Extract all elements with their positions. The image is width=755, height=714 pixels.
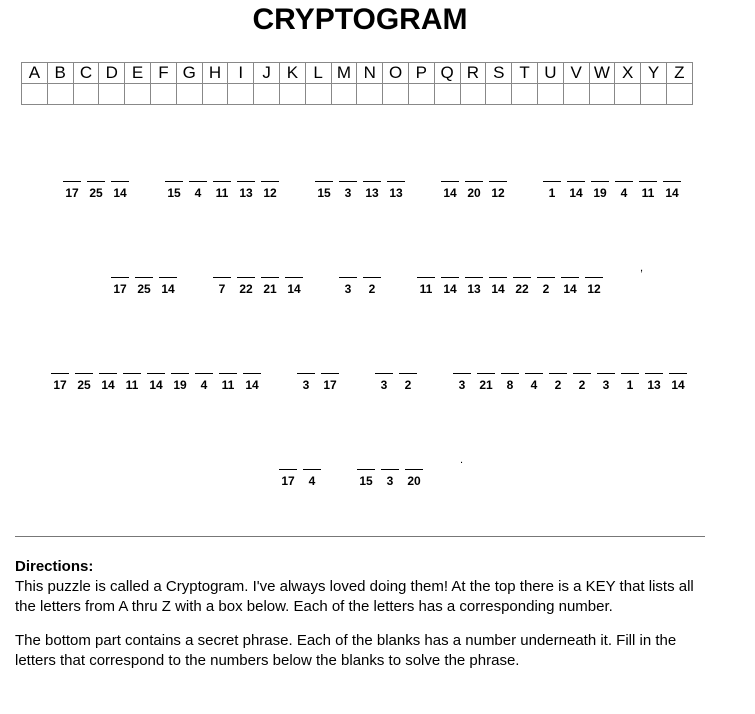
key-answer-cell-w[interactable]	[589, 84, 615, 105]
key-answer-cell-g[interactable]	[176, 84, 202, 105]
letter-slot	[294, 373, 318, 392]
letter-blank[interactable]	[243, 373, 261, 374]
key-letter-u: U	[537, 63, 563, 84]
letter-slot	[132, 277, 156, 296]
cipher-number: 14	[443, 282, 457, 296]
cipher-number: 4	[620, 186, 628, 200]
key-answer-cell-j[interactable]	[254, 84, 280, 105]
letter-slot	[210, 277, 234, 296]
cipher-number: 13	[239, 186, 253, 200]
cipher-number: 3	[344, 186, 352, 200]
cipher-number: 15	[167, 186, 181, 200]
key-answer-row	[22, 84, 693, 105]
phrase-line	[108, 262, 646, 296]
phrase-word	[276, 469, 324, 488]
key-answer-cell-n[interactable]	[357, 84, 383, 105]
letter-slot	[258, 181, 282, 200]
phrase-word	[312, 181, 408, 200]
cipher-number: 15	[317, 186, 331, 200]
cipher-number: 17	[281, 474, 295, 488]
key-answer-cell-e[interactable]	[125, 84, 151, 105]
letter-slot	[258, 277, 282, 296]
key-letter-y: Y	[641, 63, 667, 84]
cipher-number: 7	[218, 282, 226, 296]
cipher-number: 2	[404, 378, 412, 392]
letter-blank[interactable]	[171, 373, 189, 374]
cipher-number: 4	[200, 378, 208, 392]
key-letter-s: S	[486, 63, 512, 84]
key-answer-cell-f[interactable]	[150, 84, 176, 105]
letter-blank[interactable]	[87, 181, 105, 182]
cipher-number: 22	[515, 282, 529, 296]
cipher-number: 3	[458, 378, 466, 392]
letter-slot	[618, 373, 642, 392]
cipher-number: 25	[77, 378, 91, 392]
directions-paragraph: This puzzle is called a Cryptogram. I've always loved doing them! At the top there is a KEY that lists all the letters from A thru Z with a box below. Each of the letters has a corresponding number.	[15, 578, 694, 615]
phrase-word	[450, 373, 690, 392]
letter-blank[interactable]	[321, 373, 339, 374]
letter-slot	[540, 181, 564, 200]
letter-slot	[642, 373, 666, 392]
cipher-number: 17	[323, 378, 337, 392]
letter-blank[interactable]	[465, 181, 483, 182]
letter-slot	[312, 181, 336, 200]
letter-blank[interactable]	[213, 277, 231, 278]
letter-slot	[402, 469, 426, 488]
letter-slot	[120, 373, 144, 392]
letter-slot	[144, 373, 168, 392]
letter-blank[interactable]	[489, 181, 507, 182]
letter-blank[interactable]	[357, 469, 375, 470]
letter-slot	[474, 373, 498, 392]
cipher-number: 19	[593, 186, 607, 200]
phrase-word	[414, 277, 606, 296]
phrase-word	[48, 373, 264, 392]
key-answer-cell-o[interactable]	[383, 84, 409, 105]
letter-blank[interactable]	[585, 277, 603, 278]
letter-slot	[582, 277, 606, 296]
letter-blank[interactable]	[441, 181, 459, 182]
phrase-punctuation: .	[460, 454, 464, 466]
letter-blank[interactable]	[417, 277, 435, 278]
letter-blank[interactable]	[363, 277, 381, 278]
letter-blank[interactable]	[639, 181, 657, 182]
key-answer-cell-b[interactable]	[47, 84, 73, 105]
cipher-number: 14	[491, 282, 505, 296]
key-answer-cell-m[interactable]	[331, 84, 357, 105]
cipher-number: 4	[194, 186, 202, 200]
key-answer-cell-q[interactable]	[434, 84, 460, 105]
letter-blank[interactable]	[219, 373, 237, 374]
letter-blank[interactable]	[51, 373, 69, 374]
key-letter-t: T	[512, 63, 538, 84]
letter-slot	[450, 373, 474, 392]
letter-slot	[162, 181, 186, 200]
key-answer-cell-h[interactable]	[202, 84, 228, 105]
letter-blank[interactable]	[135, 277, 153, 278]
cipher-number: 4	[530, 378, 538, 392]
letter-slot	[360, 181, 384, 200]
letter-slot	[48, 373, 72, 392]
letter-blank[interactable]	[159, 277, 177, 278]
cipher-number: 3	[386, 474, 394, 488]
key-answer-cell-i[interactable]	[228, 84, 254, 105]
letter-slot	[168, 373, 192, 392]
letter-blank[interactable]	[453, 373, 471, 374]
cipher-number: 1	[548, 186, 556, 200]
key-letter-j: J	[254, 63, 280, 84]
cipher-number: 22	[239, 282, 253, 296]
letter-slot	[378, 469, 402, 488]
letter-blank[interactable]	[591, 181, 609, 182]
letter-slot	[354, 469, 378, 488]
letter-slot	[522, 373, 546, 392]
letter-slot	[534, 277, 558, 296]
letter-slot	[636, 181, 660, 200]
key-letter-f: F	[150, 63, 176, 84]
letter-blank[interactable]	[561, 277, 579, 278]
key-letter-n: N	[357, 63, 383, 84]
cipher-number: 14	[443, 186, 457, 200]
letter-blank[interactable]	[237, 181, 255, 182]
letter-slot	[588, 181, 612, 200]
key-letter-l: L	[305, 63, 331, 84]
phrase-line	[276, 454, 466, 488]
key-letter-a: A	[22, 63, 48, 84]
letter-slot	[414, 277, 438, 296]
letter-slot	[564, 181, 588, 200]
cipher-number: 2	[578, 378, 586, 392]
letter-blank[interactable]	[663, 181, 681, 182]
cipher-number: 13	[389, 186, 403, 200]
letter-blank[interactable]	[489, 277, 507, 278]
letter-blank[interactable]	[261, 181, 279, 182]
letter-slot	[210, 181, 234, 200]
key-letter-g: G	[176, 63, 202, 84]
cipher-number: 3	[302, 378, 310, 392]
letter-slot	[276, 469, 300, 488]
letter-blank[interactable]	[279, 469, 297, 470]
cipher-number: 4	[308, 474, 316, 488]
letter-blank[interactable]	[111, 277, 129, 278]
letter-blank[interactable]	[297, 373, 315, 374]
letter-slot	[240, 373, 264, 392]
key-answer-cell-t[interactable]	[512, 84, 538, 105]
letter-slot	[336, 181, 360, 200]
cipher-number: 25	[137, 282, 151, 296]
letter-slot	[60, 181, 84, 200]
letter-blank[interactable]	[99, 373, 117, 374]
phrase-line	[48, 373, 690, 392]
letter-blank[interactable]	[315, 181, 333, 182]
letter-blank[interactable]	[339, 181, 357, 182]
letter-slot	[234, 277, 258, 296]
cipher-number: 11	[221, 378, 235, 392]
letter-blank[interactable]	[165, 181, 183, 182]
cipher-number: 20	[407, 474, 421, 488]
cipher-number: 11	[419, 282, 433, 296]
phrase-word	[540, 181, 684, 200]
letter-blank[interactable]	[645, 373, 663, 374]
key-answer-cell-p[interactable]	[408, 84, 434, 105]
letter-slot	[396, 373, 420, 392]
key-answer-cell-l[interactable]	[305, 84, 331, 105]
phrase-word	[438, 181, 510, 200]
letter-blank[interactable]	[363, 181, 381, 182]
cipher-number: 21	[263, 282, 277, 296]
key-answer-cell-k[interactable]	[279, 84, 305, 105]
cipher-number: 14	[287, 282, 301, 296]
phrase-word	[294, 373, 342, 392]
cipher-number: 13	[467, 282, 481, 296]
letter-blank[interactable]	[147, 373, 165, 374]
key-letter-d: D	[99, 63, 125, 84]
letter-blank[interactable]	[549, 373, 567, 374]
letter-blank[interactable]	[465, 277, 483, 278]
key-answer-cell-d[interactable]	[99, 84, 125, 105]
cipher-number: 3	[602, 378, 610, 392]
phrase-punctuation: ,	[640, 262, 644, 274]
directions-paragraph: The bottom part contains a secret phrase. Each of the blanks has a number underneath it. Fill in the letters that correspond to the numbers below the blanks to solve the phrase.	[15, 632, 677, 669]
letter-slot	[282, 277, 306, 296]
cipher-number: 8	[506, 378, 514, 392]
key-answer-cell-a[interactable]	[22, 84, 48, 105]
letter-slot	[438, 181, 462, 200]
letter-slot	[108, 181, 132, 200]
cipher-number: 17	[113, 282, 127, 296]
cipher-number: 14	[101, 378, 115, 392]
letter-slot	[594, 373, 618, 392]
key-letter-e: E	[125, 63, 151, 84]
letter-blank[interactable]	[63, 181, 81, 182]
key-answer-cell-r[interactable]	[460, 84, 486, 105]
cipher-number: 12	[587, 282, 601, 296]
letter-slot	[546, 373, 570, 392]
letter-slot	[360, 277, 384, 296]
letter-blank[interactable]	[381, 469, 399, 470]
key-answer-cell-s[interactable]	[486, 84, 512, 105]
phrase-word	[372, 373, 420, 392]
letter-blank[interactable]	[399, 373, 417, 374]
key-letter-v: V	[563, 63, 589, 84]
cipher-number: 14	[113, 186, 127, 200]
cipher-number: 15	[359, 474, 373, 488]
letter-blank[interactable]	[111, 181, 129, 182]
divider	[15, 536, 705, 537]
letter-slot	[438, 277, 462, 296]
key-answer-cell-c[interactable]	[73, 84, 99, 105]
cipher-number: 14	[671, 378, 685, 392]
letter-blank[interactable]	[339, 277, 357, 278]
key-letter-z: Z	[666, 63, 692, 84]
letter-blank[interactable]	[597, 373, 615, 374]
key-letter-b: B	[47, 63, 73, 84]
letter-blank[interactable]	[213, 181, 231, 182]
letter-blank[interactable]	[567, 181, 585, 182]
cipher-number: 17	[65, 186, 79, 200]
letter-blank[interactable]	[501, 373, 519, 374]
cipher-number: 14	[149, 378, 163, 392]
letter-blank[interactable]	[525, 373, 543, 374]
cipher-number: 13	[365, 186, 379, 200]
phrase-word	[210, 277, 306, 296]
letter-slot	[72, 373, 96, 392]
letter-slot	[108, 277, 132, 296]
phrase-word	[60, 181, 132, 200]
letter-blank[interactable]	[543, 181, 561, 182]
key-letter-row	[22, 63, 693, 84]
letter-blank[interactable]	[441, 277, 459, 278]
cipher-number: 14	[665, 186, 679, 200]
letter-slot	[660, 181, 684, 200]
letter-slot	[186, 181, 210, 200]
letter-blank[interactable]	[261, 277, 279, 278]
cipher-number: 14	[569, 186, 583, 200]
letter-slot	[300, 469, 324, 488]
cipher-number: 11	[641, 186, 655, 200]
letter-blank[interactable]	[477, 373, 495, 374]
cipher-number: 2	[368, 282, 376, 296]
cipher-number: 11	[215, 186, 229, 200]
letter-slot	[216, 373, 240, 392]
letter-blank[interactable]	[669, 373, 687, 374]
key-letter-c: C	[73, 63, 99, 84]
key-letter-x: X	[615, 63, 641, 84]
letter-slot	[486, 181, 510, 200]
letter-blank[interactable]	[123, 373, 141, 374]
cipher-number: 25	[89, 186, 103, 200]
letter-slot	[462, 181, 486, 200]
cipher-number: 11	[125, 378, 139, 392]
letter-slot	[318, 373, 342, 392]
phrase-line	[60, 181, 684, 200]
letter-slot	[96, 373, 120, 392]
phrase-word	[162, 181, 282, 200]
letter-blank[interactable]	[75, 373, 93, 374]
letter-slot	[156, 277, 180, 296]
cipher-number: 1	[626, 378, 634, 392]
letter-blank[interactable]	[195, 373, 213, 374]
letter-slot	[570, 373, 594, 392]
letter-slot	[372, 373, 396, 392]
letter-blank[interactable]	[621, 373, 639, 374]
key-letter-i: I	[228, 63, 254, 84]
key-answer-cell-u[interactable]	[537, 84, 563, 105]
cipher-number: 21	[479, 378, 493, 392]
directions-heading: Directions:	[15, 558, 94, 575]
key-answer-cell-x[interactable]	[615, 84, 641, 105]
cipher-number: 13	[647, 378, 661, 392]
letter-blank[interactable]	[513, 277, 531, 278]
cipher-number: 12	[263, 186, 277, 200]
letter-slot	[612, 181, 636, 200]
letter-slot	[486, 277, 510, 296]
key-answer-cell-z[interactable]	[666, 84, 692, 105]
directions-section	[15, 557, 715, 671]
key-answer-cell-y[interactable]	[641, 84, 667, 105]
letter-slot	[666, 373, 690, 392]
cipher-number: 14	[161, 282, 175, 296]
key-answer-cell-v[interactable]	[563, 84, 589, 105]
cipher-number: 14	[563, 282, 577, 296]
letter-slot	[234, 181, 258, 200]
cipher-number: 2	[542, 282, 550, 296]
key-letter-q: Q	[434, 63, 460, 84]
letter-blank[interactable]	[537, 277, 555, 278]
phrase-word	[336, 277, 384, 296]
letter-key-table	[21, 62, 693, 105]
letter-slot	[192, 373, 216, 392]
cipher-number: 14	[245, 378, 259, 392]
letter-slot	[336, 277, 360, 296]
letter-slot	[384, 181, 408, 200]
key-letter-m: M	[331, 63, 357, 84]
cipher-number: 19	[173, 378, 187, 392]
key-letter-o: O	[383, 63, 409, 84]
letter-blank[interactable]	[375, 373, 393, 374]
cipher-number: 17	[53, 378, 67, 392]
letter-slot	[84, 181, 108, 200]
letter-slot	[558, 277, 582, 296]
letter-blank[interactable]	[189, 181, 207, 182]
cipher-number: 20	[467, 186, 481, 200]
cipher-number: 3	[380, 378, 388, 392]
letter-blank[interactable]	[285, 277, 303, 278]
letter-blank[interactable]	[237, 277, 255, 278]
cipher-number: 2	[554, 378, 562, 392]
letter-blank[interactable]	[615, 181, 633, 182]
phrase-word	[108, 277, 180, 296]
page-title: CRYPTOGRAM	[252, 3, 468, 36]
cipher-number: 12	[491, 186, 505, 200]
key-letter-k: K	[279, 63, 305, 84]
letter-blank[interactable]	[303, 469, 321, 470]
phrase-word	[354, 469, 426, 488]
cipher-number: 3	[344, 282, 352, 296]
letter-slot	[462, 277, 486, 296]
letter-blank[interactable]	[405, 469, 423, 470]
key-letter-r: R	[460, 63, 486, 84]
letter-blank[interactable]	[387, 181, 405, 182]
key-letter-h: H	[202, 63, 228, 84]
letter-slot	[510, 277, 534, 296]
letter-slot	[498, 373, 522, 392]
letter-blank[interactable]	[573, 373, 591, 374]
key-letter-w: W	[589, 63, 615, 84]
key-letter-p: P	[408, 63, 434, 84]
